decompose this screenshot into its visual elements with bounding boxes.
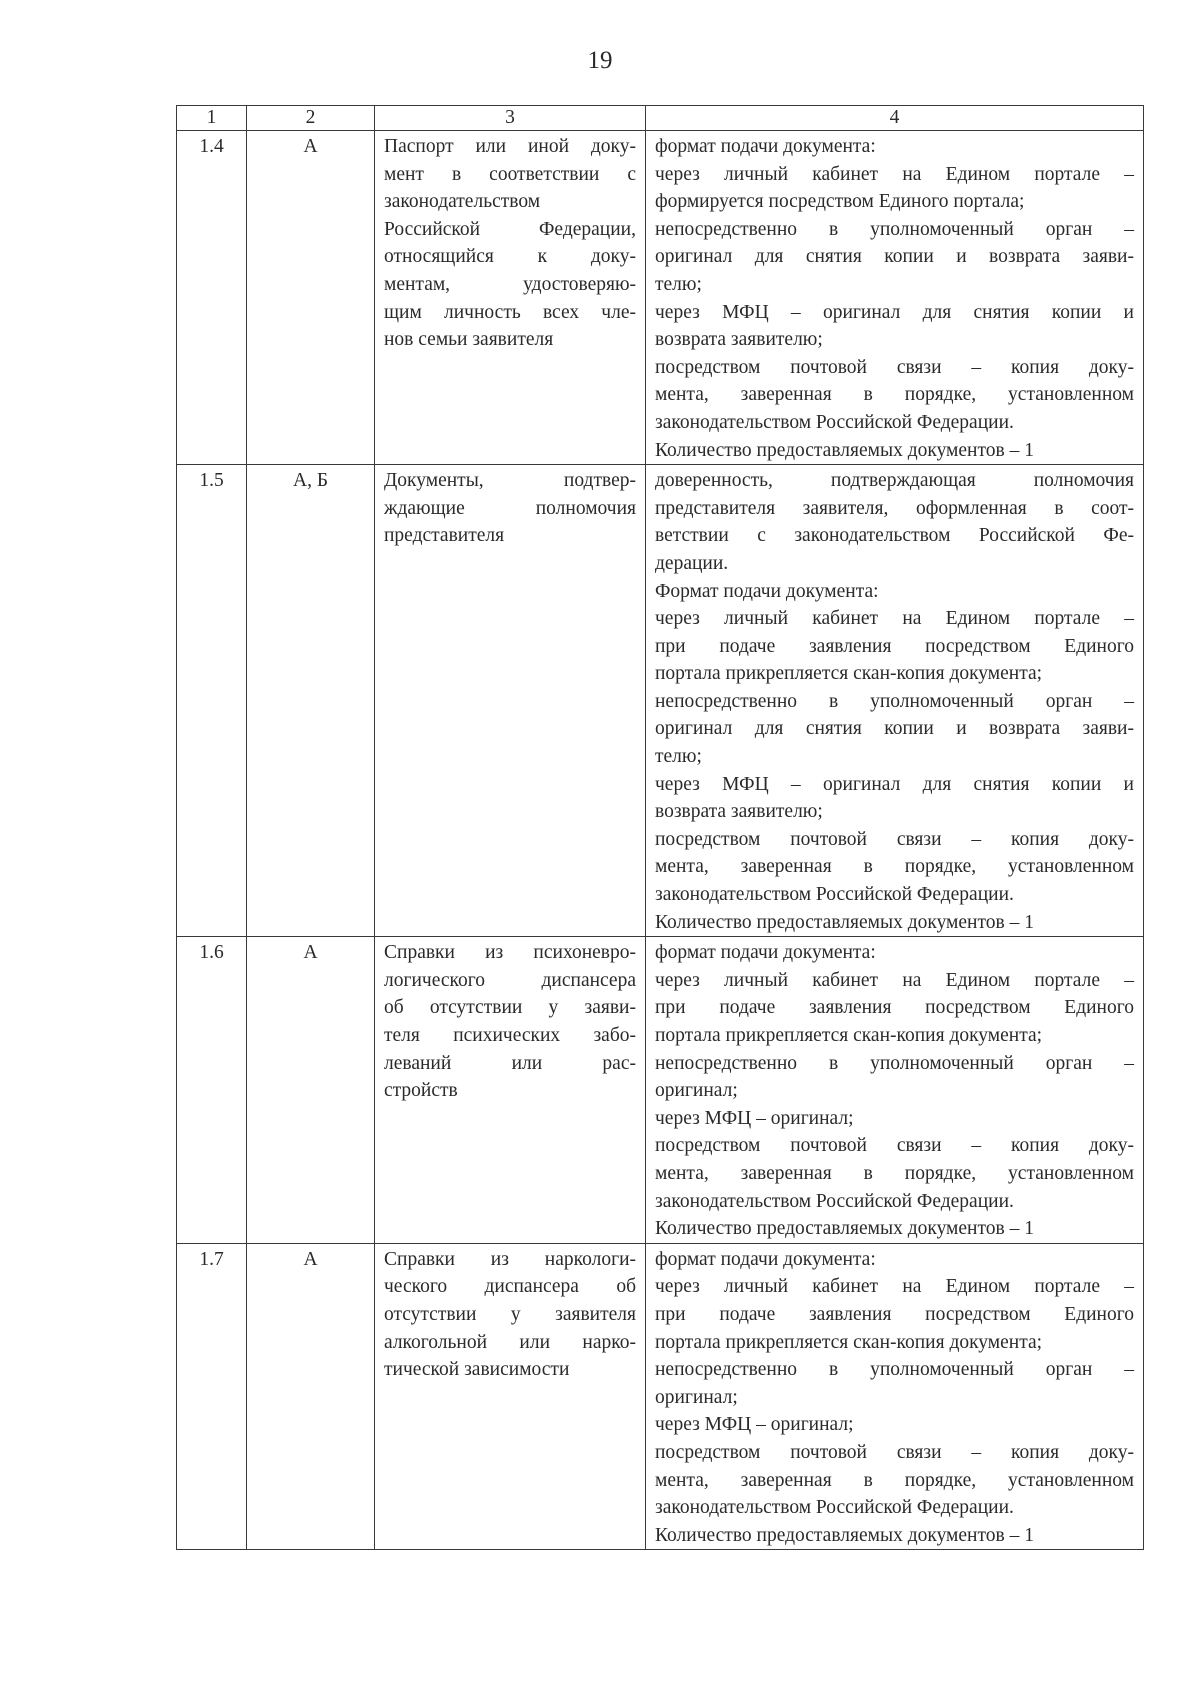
submission-details-line: дерации. (655, 552, 729, 574)
document-name-line: стройств (384, 1080, 458, 1102)
table-body (177, 131, 1144, 1550)
column-header: 1 (177, 106, 247, 131)
submission-details-line: Количество предоставляемых документов – 1 (655, 911, 1034, 933)
document-name-line: Справки из наркологи- (384, 1248, 636, 1270)
submission-details-line: формат подачи документа: (655, 136, 876, 157)
submission-details-line: через МФЦ – оригинал для снятия копии и (655, 773, 1134, 795)
document-name (375, 131, 646, 465)
submission-details-line: непосредственно в уполномоченный орган – (655, 690, 1134, 712)
submission-details-line: представителя заявителя, оформленная в соот- (655, 497, 1134, 519)
documents-table (176, 105, 1144, 1550)
submission-details-line: возврата заявителю; (655, 801, 823, 823)
submission-details-line: посредством почтовой связи – копия доку- (655, 356, 1134, 378)
submission-details-line: портала прикрепляется скан-копия документа; (655, 1331, 1043, 1353)
submission-details-line: мента, заверенная в порядке, установленном (655, 384, 1134, 406)
document-name-line: нов семьи заявителя (384, 329, 554, 351)
table-row (177, 937, 1144, 1244)
document-name-line: об отсутствии у заяви- (384, 997, 636, 1019)
applicant-category: А, Б (247, 465, 375, 937)
document-name (375, 1243, 646, 1550)
submission-details (646, 465, 1144, 937)
submission-details-line: мента, заверенная в порядке, установленном (655, 1162, 1134, 1184)
submission-details-line: мента, заверенная в порядке, установленном (655, 1469, 1134, 1491)
applicant-category: А (247, 937, 375, 1244)
table-row (177, 1243, 1144, 1550)
submission-details-line: формат подачи документа: (655, 942, 876, 964)
submission-details-line: через личный кабинет на Едином портале – (655, 163, 1134, 185)
submission-details-line: Количество предоставляемых документов – 1 (655, 439, 1034, 461)
submission-details-line: через личный кабинет на Едином портале – (655, 969, 1134, 991)
submission-details-line: доверенность, подтверждающая полномочия (655, 470, 1134, 492)
submission-details (646, 937, 1144, 1244)
submission-details-line: портала прикрепляется скан-копия документа; (655, 663, 1043, 685)
submission-details-line: Количество предоставляемых документов – 1 (655, 1218, 1034, 1240)
document-name-line: Паспорт или иной доку- (384, 136, 636, 157)
submission-details-line: оригинал; (655, 1080, 738, 1102)
submission-details-line: телю; (655, 273, 702, 295)
submission-details-line: посредством почтовой связи – копия доку- (655, 1441, 1134, 1463)
submission-details (646, 1243, 1144, 1550)
table-header-row (177, 106, 1144, 131)
submission-details-line: мента, заверенная в порядке, установленном (655, 856, 1134, 878)
submission-details-line: оригинал для снятия копии и возврата заяви- (655, 246, 1134, 268)
document-name-line: ждающие полномочия (384, 497, 636, 519)
document-name-line: представителя (384, 525, 505, 547)
document-name-line: ментам, удостоверяю- (384, 273, 636, 295)
submission-details-line: через личный кабинет на Едином портале – (655, 1276, 1134, 1298)
document-name-line: Справки из психоневро- (384, 942, 636, 964)
applicant-category: А (247, 131, 375, 465)
submission-details (646, 131, 1144, 465)
submission-details-line: через МФЦ – оригинал; (655, 1414, 854, 1436)
applicant-category: А (247, 1243, 375, 1550)
document-name-line: теля психических забо- (384, 1025, 636, 1046)
submission-details-line: формируется посредством Единого портала; (655, 191, 1025, 213)
row-number: 1.6 (177, 937, 247, 1244)
row-number: 1.5 (177, 465, 247, 937)
submission-details-line: посредством почтовой связи – копия доку- (655, 828, 1134, 850)
document-name-line: относящийся к доку- (384, 246, 636, 268)
document-name-line: мент в соответствии с (384, 163, 636, 185)
document-name (375, 465, 646, 937)
document-name-line: законодательством (384, 191, 541, 213)
page-number: 19 (587, 47, 613, 74)
submission-details-line: Количество предоставляемых документов – 1 (655, 1524, 1034, 1546)
submission-details-line: оригинал; (655, 1386, 738, 1408)
document-name-line: тической зависимости (384, 1359, 570, 1381)
submission-details-line: Формат подачи документа: (655, 580, 879, 602)
document-name-line: щим личность всех чле- (384, 301, 636, 323)
document-name-line: алкогольной или нарко- (384, 1331, 636, 1353)
document-name-line: ческого диспансера об (384, 1276, 636, 1298)
submission-details-line: через личный кабинет на Едином портале – (655, 608, 1134, 630)
document-name-line: Документы, подтвер- (384, 470, 636, 492)
column-header: 3 (375, 106, 646, 131)
table-row (177, 465, 1144, 937)
submission-details-line: законодательством Российской Федерации. (655, 411, 1014, 433)
column-header: 4 (646, 106, 1144, 131)
document-name-line: леваний или рас- (384, 1052, 636, 1074)
submission-details-line: ветствии с законодательством Российской Фе- (655, 525, 1134, 547)
submission-details-line: непосредственно в уполномоченный орган – (655, 218, 1134, 240)
submission-details-line: при подаче заявления посредством Единого (655, 997, 1134, 1019)
document-name-line: логического диспансера (384, 969, 636, 991)
submission-details-line: возврата заявителю; (655, 329, 823, 351)
document-name (375, 937, 646, 1244)
row-number: 1.7 (177, 1243, 247, 1550)
submission-details-line: при подаче заявления посредством Единого (655, 635, 1134, 657)
submission-details-line: законодательством Российской Федерации. (655, 1190, 1014, 1212)
submission-details-line: законодательством Российской Федерации. (655, 884, 1014, 906)
submission-details-line: телю; (655, 746, 702, 768)
submission-details-line: законодательством Российской Федерации. (655, 1497, 1014, 1519)
document-name-line: отсутствии у заявителя (384, 1303, 636, 1325)
submission-details-line: посредством почтовой связи – копия доку- (655, 1135, 1134, 1157)
document-name-line: Российской Федерации, (384, 218, 636, 240)
submission-details-line: непосредственно в уполномоченный орган – (655, 1359, 1134, 1381)
submission-details-line: формат подачи документа: (655, 1248, 876, 1270)
table-row (177, 131, 1144, 465)
row-number: 1.4 (177, 131, 247, 465)
column-header: 2 (247, 106, 375, 131)
submission-details-line: через МФЦ – оригинал; (655, 1107, 854, 1129)
submission-details-line: непосредственно в уполномоченный орган – (655, 1052, 1134, 1074)
submission-details-line: оригинал для снятия копии и возврата заяви- (655, 718, 1134, 740)
submission-details-line: портала прикрепляется скан-копия документа; (655, 1025, 1043, 1046)
submission-details-line: при подаче заявления посредством Единого (655, 1303, 1134, 1325)
submission-details-line: через МФЦ – оригинал для снятия копии и (655, 301, 1134, 323)
